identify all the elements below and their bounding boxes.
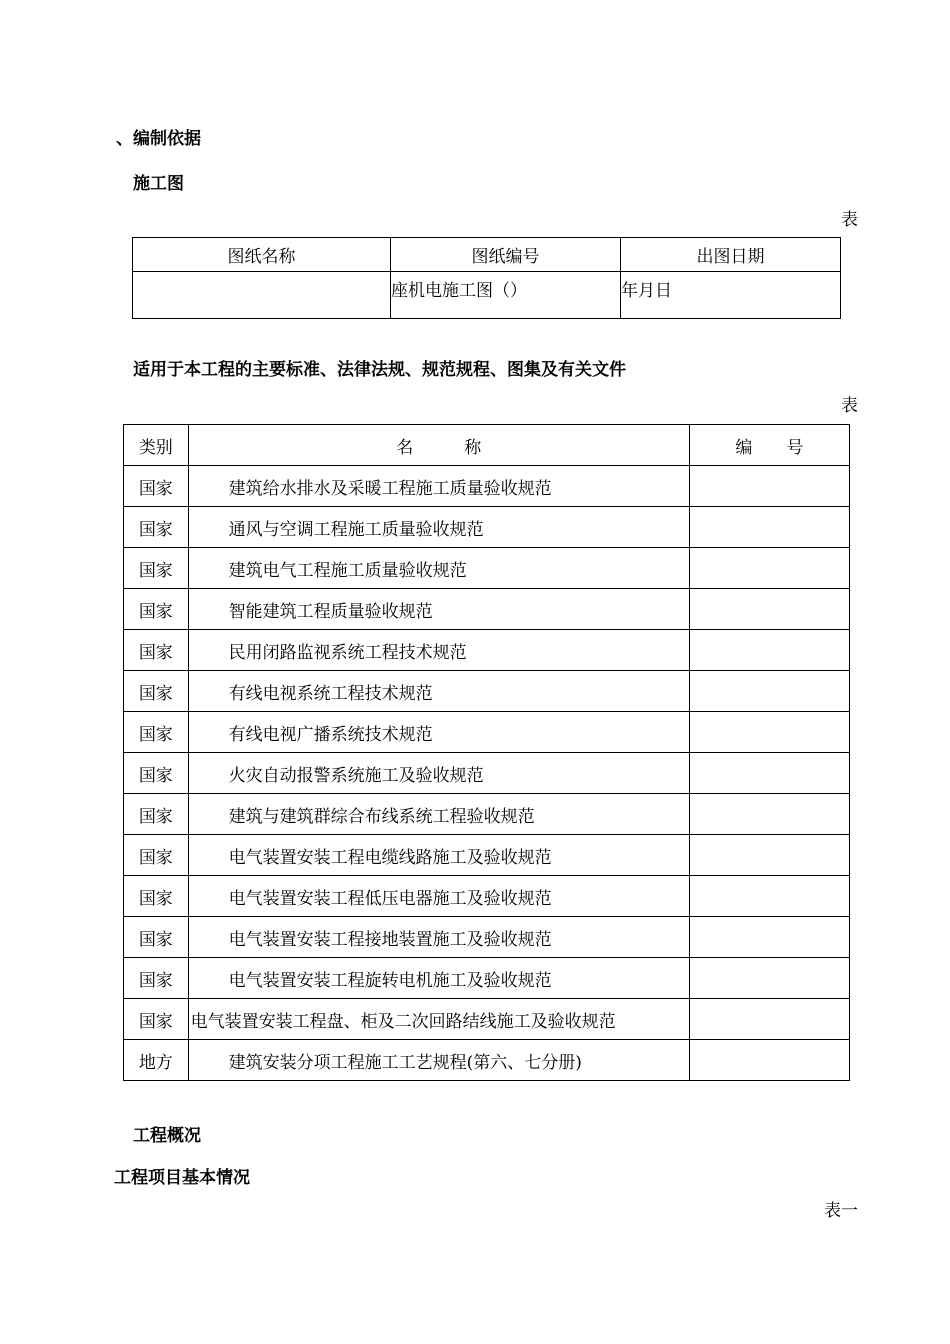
cell-standard-number: [689, 712, 849, 753]
table-label-3: 表一: [824, 1201, 858, 1221]
cell-standard-name: 通风与空调工程施工质量验收规范: [188, 507, 689, 548]
section-heading-compile-basis: 、编制依据: [116, 129, 201, 149]
subheading-overview: 工程概况: [133, 1126, 201, 1146]
cell-category: 地方: [124, 1040, 189, 1081]
cell-category: 国家: [124, 999, 189, 1040]
cell-category: 国家: [124, 712, 189, 753]
cell-category: 国家: [124, 753, 189, 794]
cell-standard-number: [689, 917, 849, 958]
table-row: [124, 876, 850, 917]
cell-standard-number: [689, 671, 849, 712]
cell-standard-number: [689, 958, 849, 999]
header-issue-date: 出图日期: [621, 238, 841, 272]
table-row: [124, 917, 850, 958]
cell-standard-name: 建筑电气工程施工质量验收规范: [188, 548, 689, 589]
table-header-row: [124, 425, 850, 466]
cell-category: 国家: [124, 671, 189, 712]
cell-standard-number: [689, 753, 849, 794]
cell-standard-name: 有线电视系统工程技术规范: [188, 671, 689, 712]
cell-standard-name: 智能建筑工程质量验收规范: [188, 589, 689, 630]
subheading-drawings: 施工图: [133, 174, 184, 194]
table-row: [124, 958, 850, 999]
table-row: [124, 507, 850, 548]
cell-standard-name: 电气装置安装工程旋转电机施工及验收规范: [188, 958, 689, 999]
subheading-standards: 适用于本工程的主要标准、法律法规、规范规程、图集及有关文件: [133, 360, 626, 380]
table-row: [124, 835, 850, 876]
cell-standard-name: 电气装置安装工程盘、柜及二次回路结线施工及验收规范: [188, 999, 689, 1040]
cell-category: 国家: [124, 466, 189, 507]
cell-standard-number: [689, 507, 849, 548]
header-name: 名 称: [188, 425, 689, 466]
cell-standard-name: 有线电视广播系统技术规范: [188, 712, 689, 753]
cell-category: 国家: [124, 630, 189, 671]
cell-category: 国家: [124, 548, 189, 589]
cell-standard-name: 电气装置安装工程接地装置施工及验收规范: [188, 917, 689, 958]
table-label-1: 表: [841, 210, 858, 230]
cell-standard-number: [689, 1040, 849, 1081]
table-row: [124, 548, 850, 589]
cell-standard-name: 电气装置安装工程电缆线路施工及验收规范: [188, 835, 689, 876]
cell-standard-number: [689, 548, 849, 589]
cell-standard-number: [689, 876, 849, 917]
cell-category: 国家: [124, 958, 189, 999]
table-row: [124, 1040, 850, 1081]
cell-standard-name: 民用闭路监视系统工程技术规范: [188, 630, 689, 671]
drawings-table: [132, 237, 841, 319]
table-label-2: 表: [841, 396, 858, 416]
cell-standard-name: 建筑给水排水及采暖工程施工质量验收规范: [188, 466, 689, 507]
table-header-row: [133, 238, 841, 272]
cell-category: 国家: [124, 876, 189, 917]
table-row: [124, 999, 850, 1040]
header-drawing-number: 图纸编号: [391, 238, 621, 272]
cell-category: 国家: [124, 835, 189, 876]
cell-standard-name: 建筑安装分项工程施工工艺规程(第六、七分册): [188, 1040, 689, 1081]
cell-standard-number: [689, 630, 849, 671]
cell-drawing-number: 座机电施工图（）: [391, 272, 621, 319]
cell-issue-date: 年月日: [621, 272, 841, 319]
cell-category: 国家: [124, 917, 189, 958]
header-category: 类别: [124, 425, 189, 466]
table-row: [124, 794, 850, 835]
cell-standard-number: [689, 835, 849, 876]
table-row: [124, 712, 850, 753]
table-row: [124, 630, 850, 671]
table-row: [133, 272, 841, 319]
cell-standard-number: [689, 999, 849, 1040]
cell-standard-name: 电气装置安装工程低压电器施工及验收规范: [188, 876, 689, 917]
table-row: [124, 466, 850, 507]
cell-standard-name: 火灾自动报警系统施工及验收规范: [188, 753, 689, 794]
standards-table: [123, 424, 850, 1081]
header-drawing-name: 图纸名称: [133, 238, 391, 272]
table-row: [124, 753, 850, 794]
cell-category: 国家: [124, 794, 189, 835]
cell-category: 国家: [124, 507, 189, 548]
cell-standard-name: 建筑与建筑群综合布线系统工程验收规范: [188, 794, 689, 835]
subheading-basic-info: 工程项目基本情况: [114, 1168, 250, 1188]
table-row: [124, 589, 850, 630]
cell-category: 国家: [124, 589, 189, 630]
cell-standard-number: [689, 466, 849, 507]
table-row: [124, 671, 850, 712]
cell-standard-number: [689, 589, 849, 630]
cell-standard-number: [689, 794, 849, 835]
header-number: 编 号: [689, 425, 849, 466]
cell-drawing-name: [133, 272, 391, 319]
